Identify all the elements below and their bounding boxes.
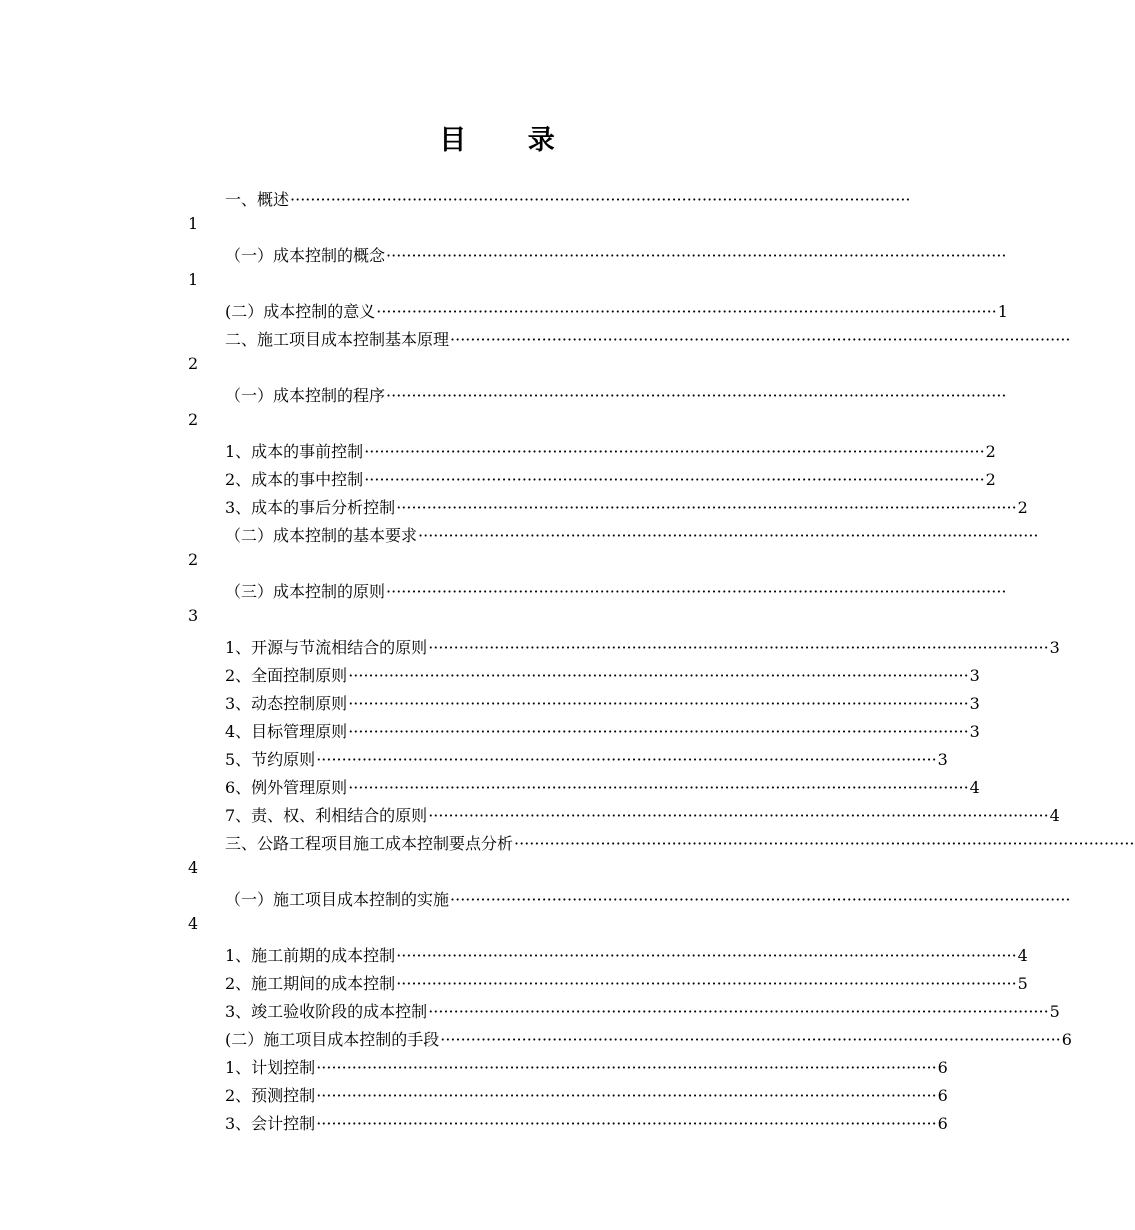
toc-entry-label: （一）成本控制的程序 [225,386,386,405]
toc-page-number: 4 [1049,806,1060,825]
toc-entry-label: 3、会计控制 [225,1114,316,1133]
toc-entry[interactable] [0,1114,950,1134]
toc-dot-leader: ·························································································································· [348,778,969,797]
toc-page-number: 3 [969,722,980,741]
toc-dot-leader: ·························································································································· [376,302,997,321]
toc-page-number: 5 [1049,1002,1060,1021]
toc-page-number: 4 [188,914,199,933]
toc-entry[interactable] [0,778,980,798]
toc-page-number: 6 [937,1086,948,1105]
toc-entry-label: 一、概述 [225,190,290,209]
toc-entry[interactable] [0,1002,1060,1022]
toc-page-number: 5 [1017,974,1028,993]
toc-dot-leader: ·························································································································· [348,722,969,741]
toc-page-number: 1 [188,214,199,233]
toc-dot-leader: ·························································································································· [514,834,1135,853]
toc-entry-label: 1、计划控制 [225,1058,316,1077]
toc-entry-label: 2、成本的事中控制 [225,470,364,489]
toc-dot-leader: ·························································································································· [450,330,1071,349]
toc-entry[interactable] [0,302,1008,322]
toc-entry[interactable] [0,694,980,714]
toc-entry-label: 1、开源与节流相结合的原则 [225,638,428,657]
toc-entry[interactable] [0,498,1028,518]
toc-dot-leader: ·························································································································· [440,1030,1061,1049]
toc-entry[interactable] [0,470,996,490]
toc-dot-leader: ·························································································································· [418,526,1039,545]
page-title: 目 录 [439,125,581,156]
toc-page-number: 1 [188,270,199,289]
toc-page-number: 2 [985,470,996,489]
toc-dot-leader: ·························································································································· [386,386,1007,405]
toc-entry-label: （一）施工项目成本控制的实施 [225,890,450,909]
toc-dot-leader: ·························································································································· [396,498,1017,517]
toc-dot-leader: ·························································································································· [316,1058,937,1077]
toc-dot-leader: ·························································································································· [316,1086,937,1105]
toc-page-number: 6 [1061,1030,1072,1049]
toc-entry[interactable] [0,722,980,742]
toc-entry[interactable] [0,442,996,462]
toc-dot-leader: ·························································································································· [450,890,1071,909]
toc-page-number: 3 [969,694,980,713]
toc-entry-label: （一）成本控制的概念 [225,246,386,265]
toc-entry-label: 1、成本的事前控制 [225,442,364,461]
toc-entry-label: 1、施工前期的成本控制 [225,946,396,965]
toc-entry[interactable] [0,1030,1072,1050]
toc-entry[interactable] [0,1058,950,1078]
toc-entry[interactable] [0,834,1135,882]
toc-entry-label: 6、例外管理原则 [225,778,348,797]
toc-entry-label: 2、施工期间的成本控制 [225,974,396,993]
toc-entry[interactable] [0,1086,950,1106]
toc-page-number: 2 [188,410,199,429]
toc-entry[interactable] [0,246,1007,294]
toc-entry-label: 3、竣工验收阶段的成本控制 [225,1002,428,1021]
toc-entry[interactable] [0,750,950,770]
toc-entry[interactable] [0,526,1039,574]
toc-page-number: 4 [1017,946,1028,965]
toc-dot-leader: ·························································································································· [396,974,1017,993]
toc-entry-label: 4、目标管理原则 [225,722,348,741]
toc-dot-leader: ·························································································································· [428,806,1049,825]
toc-dot-leader: ·························································································································· [348,694,969,713]
toc-page-number: 3 [1049,638,1060,657]
toc-page-number: 2 [188,550,199,569]
toc-page-number: 3 [188,606,199,625]
toc-page-number: 3 [969,666,980,685]
toc-dot-leader: ·························································································································· [428,638,1049,657]
toc-page-number: 6 [937,1058,948,1077]
toc-entry-label: 5、节约原则 [225,750,316,769]
toc-dot-leader: ·························································································································· [290,190,911,209]
toc-page-number: 1 [997,302,1008,321]
toc-entry[interactable] [0,666,980,686]
toc-entry-label: 3、成本的事后分析控制 [225,498,396,517]
toc-entry-label: 2、预测控制 [225,1086,316,1105]
toc-dot-leader: ·························································································································· [428,1002,1049,1021]
toc-page-number: 2 [188,354,199,373]
toc-entry[interactable] [0,946,1028,966]
toc-page-number: 6 [937,1114,948,1133]
toc-dot-leader: ·························································································································· [386,582,1007,601]
toc-entry[interactable] [0,190,950,238]
toc-entry-label: (二）施工项目成本控制的手段 [225,1030,440,1049]
toc-dot-leader: ·························································································································· [316,750,937,769]
toc-entry[interactable] [0,890,1071,938]
toc-entry-label: 3、动态控制原则 [225,694,348,713]
toc-entry[interactable] [0,638,1060,658]
toc-entry-label: 三、公路工程项目施工成本控制要点分析 [225,834,514,853]
toc-entry[interactable] [0,386,1007,434]
toc-page-number: 2 [1017,498,1028,517]
toc-dot-leader: ·························································································································· [396,946,1017,965]
toc-dot-leader: ·························································································································· [364,470,985,489]
toc-entry[interactable] [0,582,1007,630]
toc-entry-label: （三）成本控制的原则 [225,582,386,601]
toc-page-number: 3 [937,750,948,769]
toc-entry[interactable] [0,806,1060,826]
toc-entry-label: (二）成本控制的意义 [225,302,376,321]
toc-page-number: 2 [985,442,996,461]
toc-entry[interactable] [0,330,1071,378]
toc-dot-leader: ·························································································································· [386,246,1007,265]
toc-page-number: 4 [969,778,980,797]
toc-entry-label: 二、施工项目成本控制基本原理 [225,330,450,349]
toc-entry[interactable] [0,974,1028,994]
toc-entry-label: 7、责、权、利相结合的原则 [225,806,428,825]
toc-entry-label: 2、全面控制原则 [225,666,348,685]
toc-dot-leader: ·························································································································· [364,442,985,461]
toc-entry-label: （二）成本控制的基本要求 [225,526,418,545]
toc-page-number: 4 [188,858,199,877]
toc-dot-leader: ·························································································································· [316,1114,937,1133]
toc-dot-leader: ·························································································································· [348,666,969,685]
